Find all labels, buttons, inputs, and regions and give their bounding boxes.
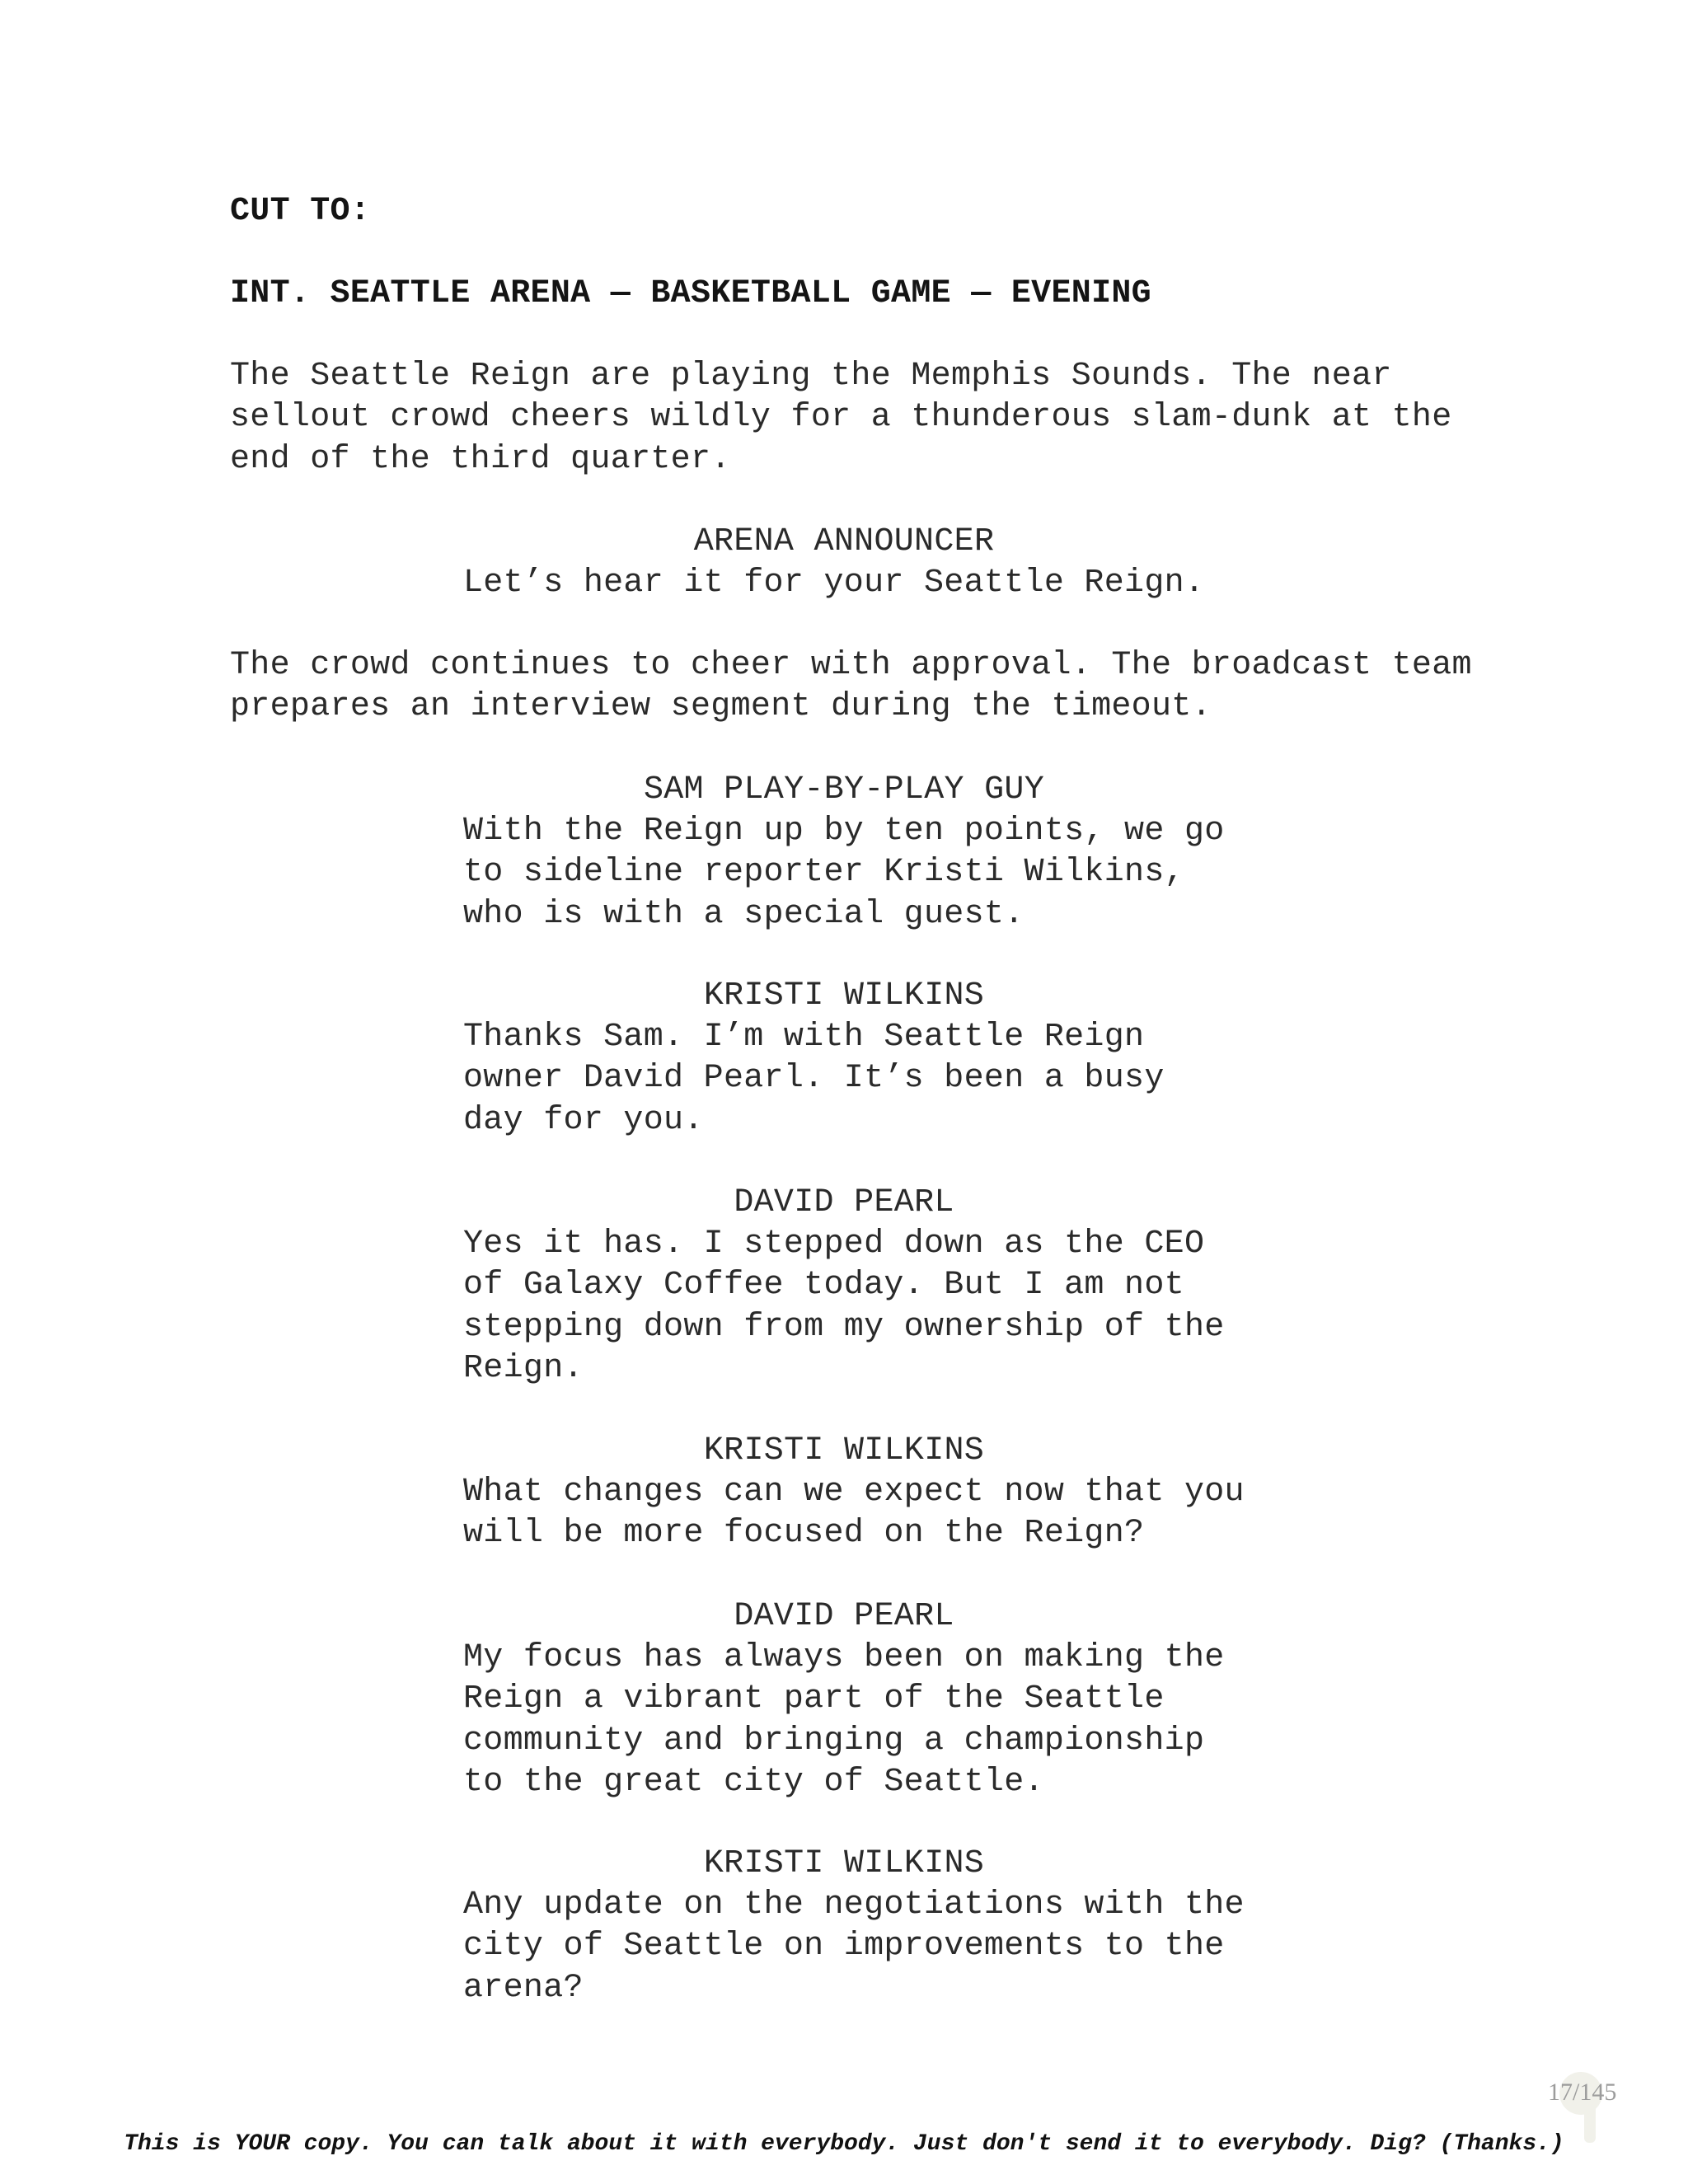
character-name: KRISTI WILKINS bbox=[703, 977, 985, 1015]
dialogue-text: Thanks Sam. I’m with Seattle Reign owner David Pearl. It’s been a busy day for you. bbox=[463, 1019, 1165, 1139]
dialogue-text: My focus has always been on making the Reign a vibrant part of the Seattle community and bringing a championship to the great city of Seattle. bbox=[463, 1639, 1225, 1802]
character-name: ARENA ANNOUNCER bbox=[693, 523, 995, 560]
footer-notice: This is YOUR copy. You can talk about it with everybody. Just don't send it to everybody. Dig? (Thanks.) bbox=[124, 2131, 1564, 2157]
character-name: KRISTI WILKINS bbox=[703, 1845, 985, 1882]
dialogue-text: With the Reign up by ten points, we go to sideline reporter Kristi Wilkins, who is with a special guest. bbox=[463, 813, 1225, 933]
character-name: KRISTI WILKINS bbox=[703, 1432, 985, 1469]
character-name: DAVID PEARL bbox=[734, 1598, 954, 1635]
dialogue-text: What changes can we expect now that you will be more focused on the Reign? bbox=[463, 1474, 1245, 1553]
page-number: 17/145 bbox=[1548, 2079, 1617, 2106]
dialogue-text: Yes it has. I stepped down as the CEO of Galaxy Coffee today. But I am not stepping down from my ownership of the Reign. bbox=[463, 1226, 1225, 1388]
action-paragraph: The crowd continues to cheer with approval. The broadcast team prepares an interview segment during the timeout. bbox=[230, 647, 1472, 726]
character-name: DAVID PEARL bbox=[734, 1184, 954, 1221]
dialogue-text: Any update on the negotiations with the city of Seattle on improvements to the arena? bbox=[463, 1886, 1245, 2007]
dialogue-text: Let’s hear it for your Seattle Reign. bbox=[463, 565, 1205, 602]
character-name: SAM PLAY-BY-PLAY GUY bbox=[643, 771, 1045, 808]
transition: CUT TO: bbox=[230, 193, 371, 230]
scene-heading: INT. SEATTLE ARENA — BASKETBALL GAME — EVENING bbox=[230, 275, 1151, 312]
action-paragraph: The Seattle Reign are playing the Memphis Sounds. The near sellout crowd cheers wildly for a thunderous slam-dunk at the end of the third quarter. bbox=[230, 358, 1452, 478]
